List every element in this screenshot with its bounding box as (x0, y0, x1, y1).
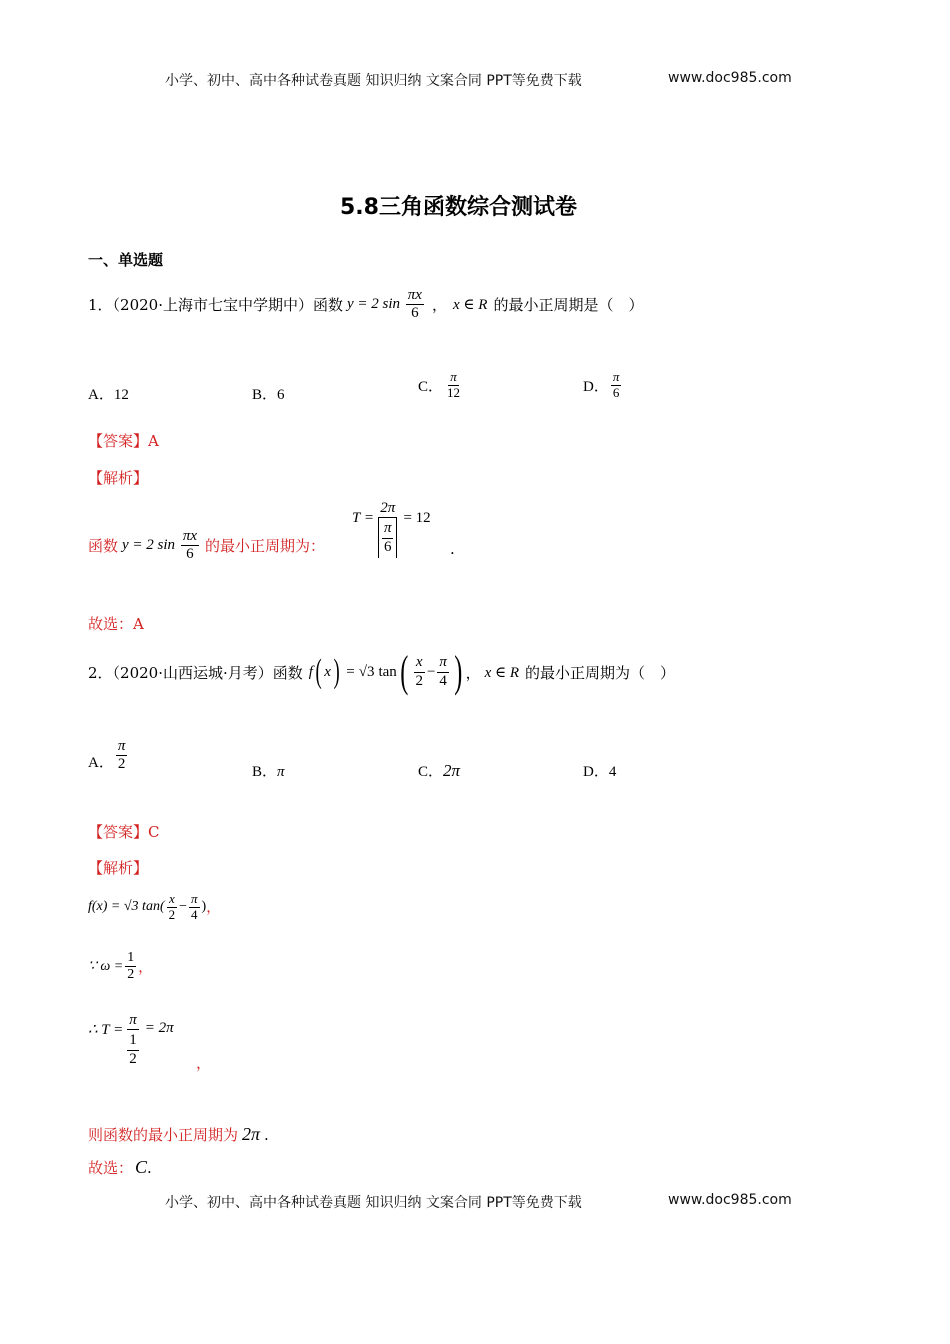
q2-line1-close: ) (201, 899, 207, 915)
q2-choose-val: C (135, 1157, 148, 1177)
q2-conclusion (88, 1124, 269, 1145)
footer-slogan: 小学、初中、高中各种试卷真题 知识归纳 文案合同 PPT等免费下载 (165, 1195, 582, 1211)
option-letter: A． (88, 754, 114, 771)
header-site-link[interactable]: www.doc985.com (668, 70, 792, 86)
option-frac-den: 12 (447, 384, 461, 400)
q2-sqrt3: √3 (358, 663, 375, 680)
option-value: 2π (443, 761, 461, 780)
q1-prefix: 1．（2020·上海市七宝中学期中）函数 (88, 296, 343, 315)
option-frac-num: π (450, 369, 457, 384)
option-frac-den: 2 (117, 756, 126, 773)
option-frac-den: 6 (612, 384, 620, 400)
header-slogan: 小学、初中、高中各种试卷真题 知识归纳 文案合同 PPT等免费下载 (165, 73, 582, 89)
q1-domain: x ∈ R (453, 297, 488, 314)
q2-answer: 【答案】C (88, 823, 160, 841)
q1-option-c[interactable] (418, 370, 464, 401)
q2-conclusion-text: 则函数的最小正周期为 (88, 1126, 239, 1144)
option-frac-num: π (116, 738, 128, 756)
q1-answer: 【答案】A (88, 432, 159, 450)
option-letter: C． (418, 764, 444, 780)
q2-line2-num: 1 (125, 950, 136, 967)
q1-sol-dot: . (450, 540, 455, 558)
q2-line1-frac2-den: 4 (191, 906, 198, 922)
q1-func-lhs: y = 2 sin (347, 296, 401, 313)
q1-frac-den: 6 (411, 305, 419, 322)
option-letter: B． (252, 764, 278, 780)
q2-line3-lhs: ∴ T = (88, 1022, 124, 1038)
q1-sep: ， (431, 296, 447, 315)
option-letter: C． (418, 378, 444, 395)
option-value: 12 (113, 387, 129, 403)
q2-conclusion-val: 2π (242, 1124, 261, 1144)
q2-choose-dot: . (147, 1158, 152, 1177)
q1-sol-T-num: 2π (378, 500, 397, 518)
q1-sol-T: T = (352, 510, 374, 526)
q2-frac1-num: x (414, 654, 425, 672)
q2-line1-frac2-num: π (191, 891, 198, 906)
q1-option-b[interactable] (252, 383, 285, 404)
q2-line3-inner-den: 2 (129, 1050, 137, 1067)
q2-option-b[interactable] (252, 760, 285, 781)
q1-period-formula (352, 500, 431, 558)
footer-site-link[interactable]: www.doc985.com (668, 1192, 792, 1208)
q2-tan: tan (378, 663, 397, 680)
q1-sol-frac-den: 6 (186, 546, 194, 563)
q1-suffix: 的最小正周期是（ ） (493, 296, 644, 315)
q2-line1-lhs: f(x) = √3 tan( (88, 899, 165, 915)
q2-line3-inner-num: 1 (127, 1032, 139, 1050)
q1-sol-func-lhs: y = 2 sin (122, 537, 176, 554)
q2-frac2-den: 4 (439, 672, 447, 689)
q2-analysis-label: 【解析】 (88, 859, 149, 877)
q2-conclusion-dot: . (264, 1125, 269, 1144)
q2-frac2-num: π (437, 654, 449, 672)
q1-sol-abs-den: 6 (383, 538, 392, 555)
question-1 (88, 287, 643, 323)
q2-line1-frac1-den: 2 (168, 906, 176, 922)
option-value: 6 (277, 387, 285, 403)
option-letter: A． (88, 387, 114, 403)
q2-minus: − (426, 663, 436, 680)
q2-line3-eq: = 2π (144, 1020, 174, 1036)
option-frac-num: π (612, 369, 620, 384)
q2-suffix: 的最小正周期为（ ） (525, 663, 676, 682)
q1-sol-mid: 的最小正周期为： (205, 537, 326, 556)
q2-sol-line3 (88, 1012, 174, 1070)
q1-sol-prefix: 函数 (88, 537, 119, 556)
option-value: π (277, 764, 285, 780)
q2-sol-line1 (88, 892, 220, 923)
q2-f-eq: = (346, 663, 355, 680)
q2-choose-label: 故选： (88, 1159, 134, 1177)
q1-solution (88, 528, 325, 564)
q1-frac-num: πx (406, 287, 424, 305)
option-letter: D． (583, 764, 609, 780)
q2-line3-num: π (127, 1012, 139, 1030)
q2-option-a[interactable] (88, 738, 129, 774)
q2-line1-frac1-num: x (168, 891, 175, 906)
q2-sep: ， (465, 663, 481, 682)
q1-sol-eq: = 12 (403, 510, 431, 526)
q2-prefix: 2．（2020·山西运城·月考）函数 (88, 663, 303, 682)
option-value: 4 (608, 764, 617, 780)
q2-line2-lhs: ∵ ω = (88, 959, 124, 975)
q2-function: f ( x ) = √3 tan ( $\frac{x}{2}$ − $\frac{\pi}{4}$ ) (308, 647, 463, 696)
q2-option-d[interactable] (583, 760, 616, 781)
option-letter: D． (583, 378, 609, 395)
q2-line2-comma: ， (138, 960, 153, 976)
q2-line1-comma: ， (206, 901, 221, 917)
q2-sol-line2 (88, 950, 152, 983)
q1-sol-abs-num: π (382, 520, 394, 538)
q2-line1-minus: − (179, 899, 188, 915)
option-letter: B． (252, 387, 278, 403)
q1-sol-func (122, 528, 201, 564)
q2-option-c[interactable] (418, 760, 460, 781)
q1-option-d[interactable] (583, 370, 623, 401)
question-2 (88, 647, 676, 696)
q1-choose: 故选：A (88, 615, 144, 633)
q2-line3-comma: ， (196, 1054, 212, 1072)
q1-function (347, 287, 426, 323)
q2-frac1-den: 2 (415, 672, 423, 689)
section-heading: 一、单选题 (88, 251, 164, 269)
q2-domain: x ∈ R (484, 664, 520, 681)
q2-f: f (308, 663, 313, 680)
q1-option-a[interactable] (88, 383, 129, 404)
q2-f-var: x (324, 663, 331, 680)
q1-analysis-label: 【解析】 (88, 469, 149, 487)
q2-line2-den: 2 (127, 967, 135, 983)
page-title: 5.8三角函数综合测试卷 (340, 195, 577, 220)
q2-choose (88, 1157, 152, 1178)
q1-sol-frac-num: πx (181, 528, 199, 546)
